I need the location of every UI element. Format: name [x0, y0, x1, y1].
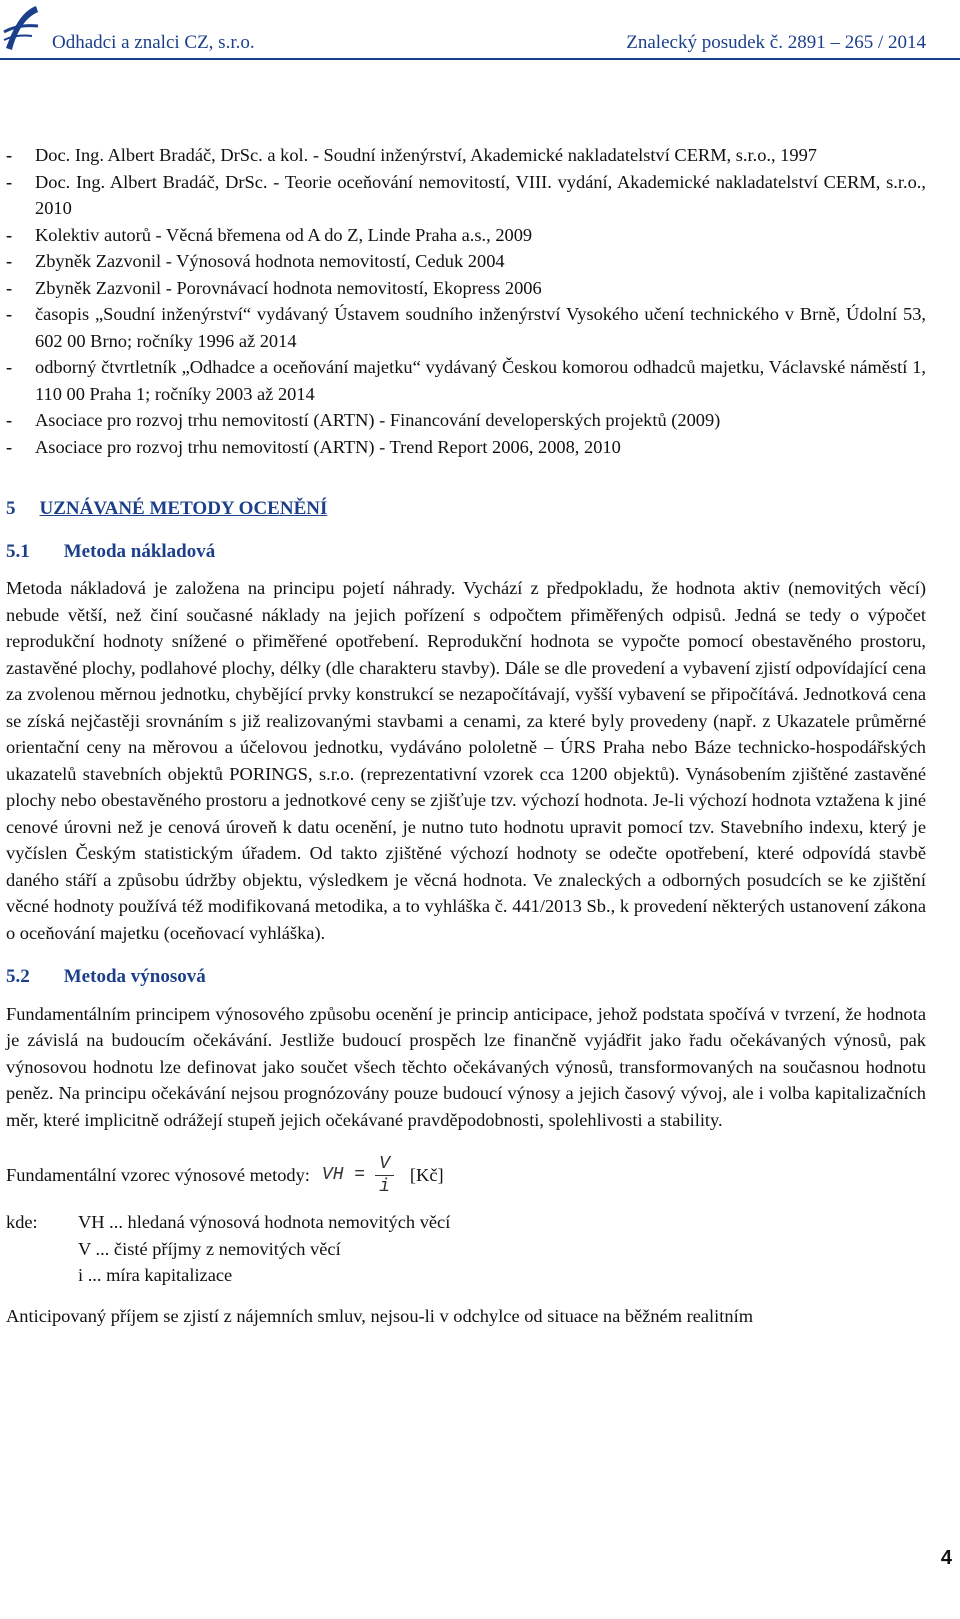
- page-number: 4: [940, 1547, 952, 1569]
- section-number: 5.1: [6, 540, 30, 562]
- legend-row: [6, 1209, 926, 1236]
- chapter-number: 5: [6, 498, 16, 519]
- list-dash: -: [6, 277, 13, 298]
- list-dash: -: [6, 410, 13, 430]
- list-dash: -: [6, 224, 13, 245]
- section-5-2-paragraph: Fundamentálním principem výnosového způsobu ocenění je princip anticipace, jehož podstata spočívá v tvrzení, že hodnota je závislá na budoucím očekávání. Jestliže budoucí prospěch lze finančně vyjádřit jako řadu očekávaných výnosů, pak výnosovou hodnotu lze definovat jako součet všech těchto očekávaných výnosů, transformovaných na současnou hodnotu peněz. Na principu očekávání nejsou prognózovány pouze budoucí výnosy a jejich časový vývoj, ale i volba kapitalizačních měr, které implicitně odrážejí stupeň jejich očekávané pravděpodobnosti, spolehlivosti a stability.: [6, 1003, 926, 1130]
- list-dash: -: [6, 304, 13, 324]
- legend-item: i ... míra kapitalizace: [78, 1265, 233, 1285]
- legend-row: [6, 1236, 926, 1263]
- section-5-1-paragraph: Metoda nákladová je založena na principu pojetí náhrady. Vychází z předpokladu, že hodnota aktiv (nemovitých věcí) nebude větší, než činí současné náklady na jejich pořízení s odpočtem přiměřených odpisů. Jedná se tedy o výpočet reprodukční hodnoty snížené o přiměřené opotřebení. Reprodukční hodnota se vypočte pomocí obestavěného prostoru, zastavěné plochy, podlahové plochy, délky (dle charakteru stavby). Dále se dle provedení a vybavení zjistí odpovídající cena za zvolenou měrnou jednotku, chybějící prvky konstrukcí se nezapočítávají, vyšší vybavení se připočítává. Jednotková cena se získá nejčastěji srovnáním s již realizovanými stavbami a cenami, za které byly provedeny (např. z Ukazatele průměrné orientační ceny na měrovou a účelovou jednotku, vydáváno pololetně – ÚRS Praha nebo Báze technicko-hospodářských ukazatelů stavebních objektů PORINGS, s.r.o. (reprezentativní vzorek cca 1200 objektů). Vynásobením zjištěné zastavěné plochy nebo obestavěného prostoru a jednotkové ceny se zjišťuje tzv. výchozí hodnota. Je-li výchozí hodnota vztažena k jiné cenové úrovni než je cenová úroveň k datu ocenění, je nutno tuto hodnotu upravit pomocí tzv. Stavebního indexu, který je vyčíslen Českým statistickým úřadem. Od takto zjištěné výchozí hodnoty se odečte opotřebení, které odpovídá stavbě daného stáří a způsobu údržby objektu, výsledkem je věcná hodnota. Ve znaleckých a odborných posudcích se ke zjištění věcné hodnoty používá též modifikovaná metodika, a to vyhláška č. 441/2013 Sb., k provedení některých ustanovení zákona o oceňování majetku (oceňovací vyhláška).: [6, 578, 926, 943]
- list-item: [6, 142, 926, 169]
- header-divider: [0, 58, 960, 60]
- list-item-text: časopis „Soudní inženýrství“ vydávaný Ústavem soudního inženýrství Vysokého učení technického v Brně, Údolní 53, 602 00 Brno; ročníky 1996 až 2014: [35, 304, 926, 351]
- list-item-text: Kolektiv autorů - Věcná břemena od A do Z, Linde Praha a.s., 2009: [35, 224, 533, 245]
- legend-row: [6, 1262, 926, 1289]
- formula-lhs: VH =: [321, 1164, 366, 1185]
- company-logo-icon: [2, 2, 40, 52]
- list-item-text: Doc. Ing. Albert Bradáč, DrSc. a kol. - Soudní inženýrství, Akademické nakladatelství CERM, s.r.o., 1997: [35, 145, 817, 165]
- section-number: 5.2: [6, 966, 30, 987]
- legend-item: VH ... hledaná výnosová hodnota nemovitých věcí: [78, 1212, 451, 1232]
- chapter-title: UZNÁVANÉ METODY OCENĚNÍ: [39, 498, 328, 519]
- formula-fraction: [375, 1153, 394, 1198]
- list-item: [6, 407, 926, 434]
- continuation-line: Anticipovaný příjem se zjistí z nájemních smluv, nejsou-li v odchylce od situace na běžném realitním: [6, 1305, 753, 1326]
- section-heading-5-1: [6, 539, 926, 566]
- section-heading-5-2: [6, 964, 926, 991]
- list-item: [6, 354, 926, 407]
- list-dash: -: [6, 436, 13, 457]
- list-item: [6, 301, 926, 354]
- formula-block: [6, 1147, 926, 1203]
- header-report-number: Znalecký posudek č. 2891 – 265 / 2014: [626, 32, 926, 53]
- formula: [322, 1153, 404, 1198]
- list-item-text: Asociace pro rozvoj trhu nemovitostí (ARTN) - Financování developerských projektů (2009): [35, 410, 721, 430]
- list-dash: -: [6, 171, 13, 192]
- list-item: [6, 248, 926, 275]
- page-header: [0, 0, 960, 60]
- page-content: [6, 142, 926, 1329]
- chapter-heading: [6, 496, 926, 523]
- formula-unit: [Kč]: [409, 1164, 444, 1185]
- list-item: [6, 434, 926, 461]
- legend-item: V ... čisté příjmy z nemovitých věcí: [78, 1238, 341, 1259]
- list-item: [6, 169, 926, 222]
- legend-label: kde:: [6, 1212, 38, 1232]
- section-title: Metoda nákladová: [63, 540, 216, 562]
- literature-list: [6, 142, 926, 460]
- list-item-text: Zbyněk Zazvonil - Výnosová hodnota nemovitostí, Ceduk 2004: [35, 251, 505, 271]
- formula-numerator: V: [375, 1153, 394, 1176]
- list-item-text: Zbyněk Zazvonil - Porovnávací hodnota nemovitostí, Ekopress 2006: [35, 277, 542, 298]
- formula-label: Fundamentální vzorec výnosové metody:: [6, 1164, 310, 1185]
- list-item: [6, 222, 926, 249]
- formula-denominator: i: [379, 1176, 390, 1197]
- list-dash: -: [6, 251, 13, 271]
- list-dash: -: [6, 357, 13, 377]
- list-item-text: Doc. Ing. Albert Bradáč, DrSc. - Teorie oceňování nemovitostí, VIII. vydání, Akademické nakladatelství CERM, s.r.o., 2010: [35, 171, 926, 218]
- formula-legend: [6, 1209, 926, 1289]
- list-dash: -: [6, 145, 13, 165]
- header-company-name: Odhadci a znalci CZ, s.r.o.: [52, 32, 255, 53]
- section-title: Metoda výnosová: [63, 966, 206, 987]
- list-item-text: odborný čtvrtletník „Odhadce a oceňování majetku“ vydávaný Českou komorou odhadců majetku, Václavské náměstí 1, 110 00 Praha 1; ročníky 2003 až 2014: [35, 357, 926, 404]
- list-item: [6, 275, 926, 302]
- list-item-text: Asociace pro rozvoj trhu nemovitostí (ARTN) - Trend Report 2006, 2008, 2010: [35, 436, 621, 457]
